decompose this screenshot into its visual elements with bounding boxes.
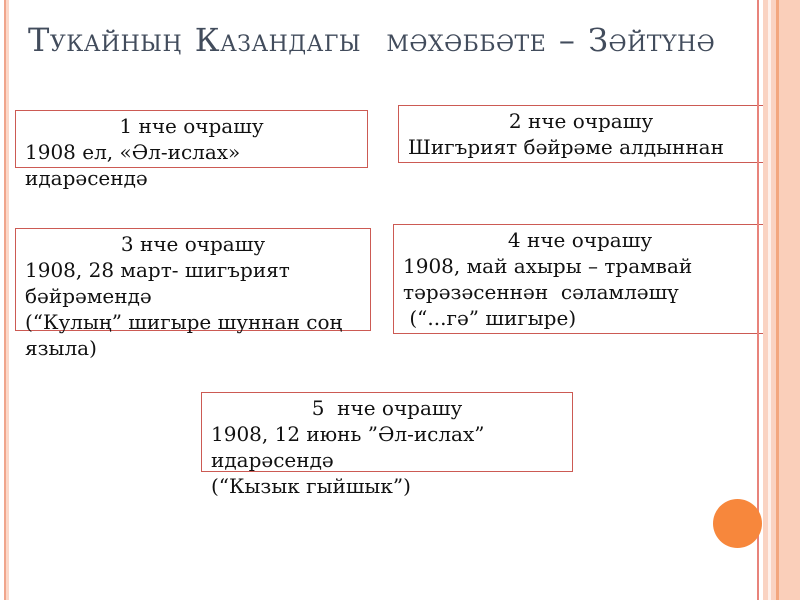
page-title: Тукайның Казандагы мәхәббәте – Зәйтүнә: [28, 21, 716, 59]
box-line: (“Кызык гыйшык”): [211, 474, 411, 498]
box-heading: 2 нче очрашу: [508, 109, 654, 133]
right-stripe-wide: [779, 0, 800, 600]
box-line: 1908, май ахыры – трамвай: [403, 254, 693, 278]
box-heading: 1 нче очрашу: [119, 114, 264, 138]
meeting-box-2: [398, 105, 764, 163]
box-line: 1908 ел, «Әл-ислах» идарәсендә: [25, 140, 247, 190]
box-heading: 5 нче очрашу: [311, 396, 463, 420]
box-line: 1908, 28 март- шигърият бәйрәмендә: [25, 258, 297, 308]
box-line: тәрәзәсеннән сәламләшү: [403, 280, 679, 304]
left-accent-stripe-light: [6, 0, 9, 600]
box-heading: 3 нче очрашу: [120, 232, 266, 256]
meeting-box-4: [393, 224, 767, 334]
box-heading: 4 нче очрашу: [507, 228, 653, 252]
box-line: 1908, 12 июнь ”Әл-ислах” идарәсендә: [211, 422, 491, 472]
box-line: Шигърият бәйрәме алдыннан: [408, 135, 724, 159]
box-line: (“Кулың” шигыре шуннан соң языла): [25, 310, 349, 360]
box-line: (“...гә” шигыре): [403, 306, 577, 330]
meeting-box-1: [15, 110, 368, 190]
meeting-box-3: [15, 228, 371, 360]
meeting-box-5: [201, 392, 573, 498]
slide-number-circle: [713, 499, 762, 548]
